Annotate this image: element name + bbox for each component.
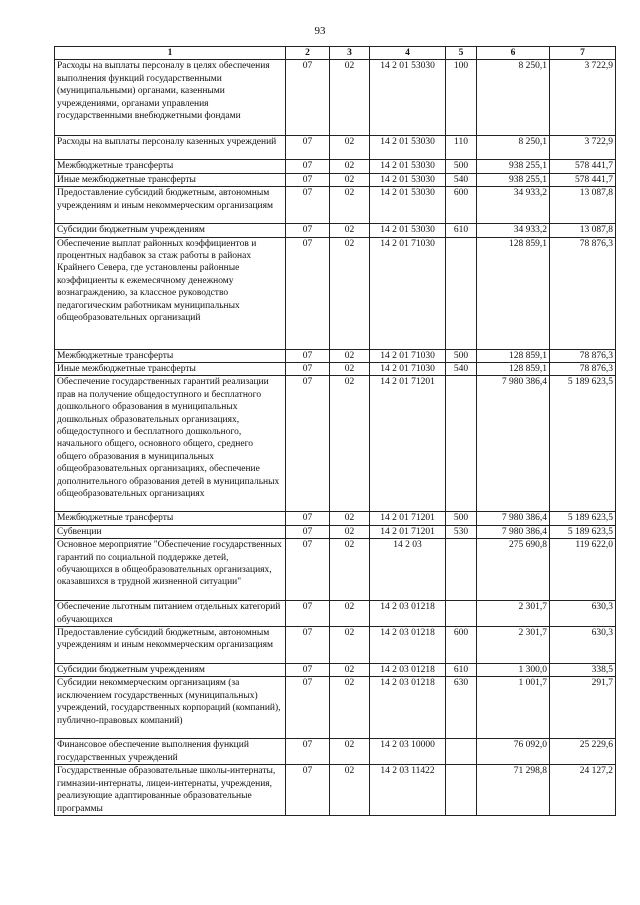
row-name-cell: Субвенции [55,525,286,538]
amount-plan-cell: 1 001,7 [477,677,550,739]
target-article-cell: 14 2 01 53030 [370,60,446,136]
amount-plan-cell: 2 301,7 [477,601,550,627]
table-row [55,601,616,627]
amount-plan-cell: 8 250,1 [477,60,550,136]
amount-actual-cell: 13 087,8 [550,187,616,224]
amount-plan-cell: 76 092,0 [477,739,550,765]
budget-table [54,46,616,816]
subsection-cell: 02 [330,363,370,376]
expense-type-cell: 610 [446,224,477,237]
section-cell: 07 [286,512,330,525]
column-header: 3 [330,47,370,60]
table-row [55,363,616,376]
subsection-cell: 02 [330,739,370,765]
subsection-cell: 02 [330,512,370,525]
amount-plan-cell: 7 980 386,4 [477,512,550,525]
row-name-cell: Обеспечение государственных гарантий реализации прав на получение общедоступного и бесплатного дошкольного образования в муниципальных дошкольных образовательных организациях, общедоступного и бесплатного дошкольного, начального общего, основного общего, среднего общего образования в муниципальных общеобразовательных организациях, обеспечение дополнительного образования детей в муниципальных общеобразовательных организациях [55,376,286,512]
row-name-cell: Межбюджетные трансферты [55,160,286,173]
expense-type-cell: 600 [446,187,477,224]
row-name-cell: Межбюджетные трансферты [55,512,286,525]
section-cell: 07 [286,160,330,173]
target-article-cell: 14 2 01 71201 [370,512,446,525]
table-row [55,677,616,739]
table-row [55,525,616,538]
table-row [55,664,616,677]
row-name-cell: Государственные образовательные школы-интернаты, гимназии-интернаты, лицеи-интернаты, учреждения, реализующие адаптированные образовательные программы [55,765,286,816]
row-name-cell: Субсидии некоммерческим организациям (за исключением государственных (муниципальных) учреждений, государственных корпораций (компаний), публично-правовых компаний) [55,677,286,739]
amount-plan-cell: 71 298,8 [477,765,550,816]
section-cell: 07 [286,376,330,512]
section-cell: 07 [286,627,330,664]
subsection-cell: 02 [330,525,370,538]
column-header: 5 [446,47,477,60]
expense-type-cell: 100 [446,60,477,136]
expense-type-cell [446,237,477,349]
amount-plan-cell: 7 980 386,4 [477,525,550,538]
subsection-cell: 02 [330,539,370,601]
column-header: 7 [550,47,616,60]
section-cell: 07 [286,363,330,376]
table-row [55,60,616,136]
subsection-cell: 02 [330,664,370,677]
amount-plan-cell: 128 859,1 [477,349,550,362]
amount-actual-cell: 119 622,0 [550,539,616,601]
amount-plan-cell: 34 933,2 [477,187,550,224]
amount-actual-cell: 78 876,3 [550,363,616,376]
section-cell: 07 [286,60,330,136]
row-name-cell: Предоставление субсидий бюджетным, автономным учреждениям и иным некоммерческим организациям [55,627,286,664]
amount-actual-cell: 78 876,3 [550,237,616,349]
table-row [55,349,616,362]
amount-actual-cell: 13 087,8 [550,224,616,237]
expense-type-cell: 540 [446,363,477,376]
target-article-cell: 14 2 01 53030 [370,224,446,237]
section-cell: 07 [286,237,330,349]
subsection-cell: 02 [330,237,370,349]
amount-plan-cell: 7 980 386,4 [477,376,550,512]
amount-actual-cell: 578 441,7 [550,173,616,186]
column-header: 6 [477,47,550,60]
column-header: 1 [55,47,286,60]
expense-type-cell: 500 [446,349,477,362]
row-name-cell: Расходы на выплаты персоналу казенных учреждений [55,136,286,160]
table-row [55,376,616,512]
amount-plan-cell: 938 255,1 [477,160,550,173]
table-row [55,160,616,173]
row-name-cell: Субсидии бюджетным учреждениям [55,664,286,677]
target-article-cell: 14 2 01 53030 [370,173,446,186]
table-row [55,739,616,765]
amount-actual-cell: 578 441,7 [550,160,616,173]
expense-type-cell [446,601,477,627]
target-article-cell: 14 2 03 11422 [370,765,446,816]
amount-actual-cell: 78 876,3 [550,349,616,362]
column-header: 4 [370,47,446,60]
section-cell: 07 [286,349,330,362]
row-name-cell: Субсидии бюджетным учреждениям [55,224,286,237]
subsection-cell: 02 [330,601,370,627]
target-article-cell: 14 2 01 53030 [370,187,446,224]
amount-actual-cell: 5 189 623,5 [550,525,616,538]
subsection-cell: 02 [330,765,370,816]
expense-type-cell: 540 [446,173,477,186]
target-article-cell: 14 2 03 [370,539,446,601]
amount-actual-cell: 291,7 [550,677,616,739]
expense-type-cell: 630 [446,677,477,739]
expense-type-cell [446,765,477,816]
section-cell: 07 [286,739,330,765]
target-article-cell: 14 2 01 71201 [370,376,446,512]
expense-type-cell [446,376,477,512]
amount-plan-cell: 275 690,8 [477,539,550,601]
subsection-cell: 02 [330,60,370,136]
row-name-cell: Основное мероприятие "Обеспечение государственных гарантий по социальной поддержке детей, обучающихся в общеобразовательных организациях, оказавшихся в трудной жизненной ситуации" [55,539,286,601]
section-cell: 07 [286,601,330,627]
expense-type-cell: 500 [446,160,477,173]
amount-actual-cell: 5 189 623,5 [550,512,616,525]
section-cell: 07 [286,539,330,601]
row-name-cell: Предоставление субсидий бюджетным, автономным учреждениям и иным некоммерческим организациям [55,187,286,224]
target-article-cell: 14 2 01 71201 [370,525,446,538]
table-row [55,627,616,664]
amount-actual-cell: 5 189 623,5 [550,376,616,512]
section-cell: 07 [286,765,330,816]
amount-plan-cell: 938 255,1 [477,173,550,186]
column-header: 2 [286,47,330,60]
table-row [55,136,616,160]
target-article-cell: 14 2 01 53030 [370,136,446,160]
expense-type-cell: 500 [446,512,477,525]
subsection-cell: 02 [330,187,370,224]
amount-plan-cell: 128 859,1 [477,237,550,349]
page-number: 93 [314,25,326,37]
row-name-cell: Иные межбюджетные трансферты [55,363,286,376]
amount-plan-cell: 1 300,0 [477,664,550,677]
target-article-cell: 14 2 01 71030 [370,349,446,362]
section-cell: 07 [286,224,330,237]
section-cell: 07 [286,187,330,224]
row-name-cell: Расходы на выплаты персоналу в целях обеспечения выполнения функций государственными (муниципальными) органами, казенными учреждениями, органами управления государственными внебюджетными фондами [55,60,286,136]
amount-actual-cell: 338,5 [550,664,616,677]
amount-actual-cell: 630,3 [550,627,616,664]
amount-actual-cell: 25 229,6 [550,739,616,765]
subsection-cell: 02 [330,160,370,173]
expense-type-cell: 110 [446,136,477,160]
amount-actual-cell: 3 722,9 [550,136,616,160]
subsection-cell: 02 [330,349,370,362]
row-name-cell: Межбюджетные трансферты [55,349,286,362]
amount-actual-cell: 3 722,9 [550,60,616,136]
subsection-cell: 02 [330,627,370,664]
expense-type-cell: 600 [446,627,477,664]
amount-plan-cell: 2 301,7 [477,627,550,664]
row-name-cell: Иные межбюджетные трансферты [55,173,286,186]
subsection-cell: 02 [330,376,370,512]
table-row [55,539,616,601]
table-row [55,224,616,237]
target-article-cell: 14 2 03 01218 [370,664,446,677]
subsection-cell: 02 [330,136,370,160]
row-name-cell: Обеспечение выплат районных коэффициентов и процентных надбавок за стаж работы в районах Крайнего Севера, где установлены районные коэффициенты к ежемесячному денежному вознаграждению, за классное руководство педагогическим работникам муниципальных общеобразовательных организаций [55,237,286,349]
amount-actual-cell: 24 127,2 [550,765,616,816]
amount-actual-cell: 630,3 [550,601,616,627]
target-article-cell: 14 2 03 10000 [370,739,446,765]
section-cell: 07 [286,136,330,160]
table-row [55,187,616,224]
amount-plan-cell: 8 250,1 [477,136,550,160]
table-row [55,765,616,816]
header-row [55,47,616,60]
table-row [55,512,616,525]
target-article-cell: 14 2 03 01218 [370,677,446,739]
expense-type-cell: 530 [446,525,477,538]
table-row [55,237,616,349]
target-article-cell: 14 2 01 53030 [370,160,446,173]
expense-type-cell [446,739,477,765]
expense-type-cell: 610 [446,664,477,677]
amount-plan-cell: 128 859,1 [477,363,550,376]
amount-plan-cell: 34 933,2 [477,224,550,237]
section-cell: 07 [286,664,330,677]
subsection-cell: 02 [330,224,370,237]
expense-type-cell [446,539,477,601]
section-cell: 07 [286,525,330,538]
target-article-cell: 14 2 01 71030 [370,363,446,376]
subsection-cell: 02 [330,677,370,739]
target-article-cell: 14 2 03 01218 [370,627,446,664]
row-name-cell: Обеспечение льготным питанием отдельных категорий обучающихся [55,601,286,627]
section-cell: 07 [286,173,330,186]
table-row [55,173,616,186]
target-article-cell: 14 2 01 71030 [370,237,446,349]
target-article-cell: 14 2 03 01218 [370,601,446,627]
row-name-cell: Финансовое обеспечение выполнения функций государственных учреждений [55,739,286,765]
section-cell: 07 [286,677,330,739]
subsection-cell: 02 [330,173,370,186]
